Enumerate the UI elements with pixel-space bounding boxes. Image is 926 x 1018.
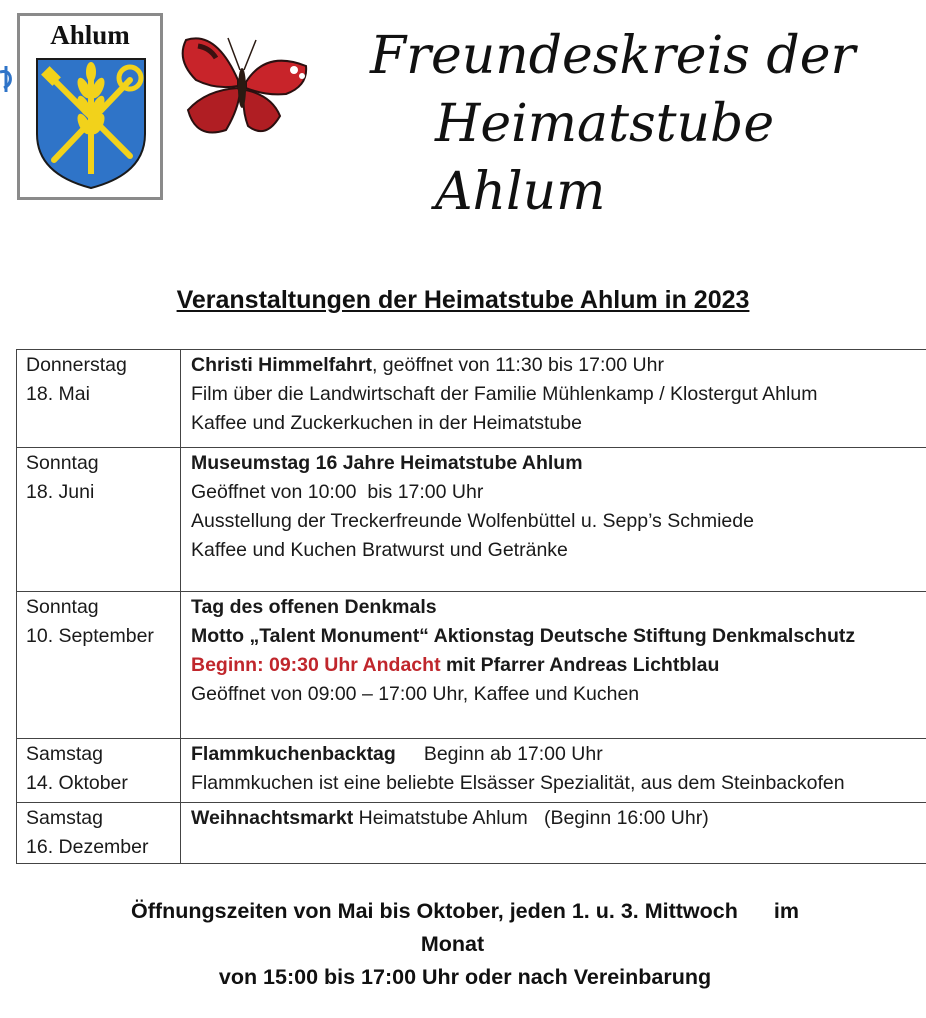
title-line-3: Ahlum: [435, 162, 606, 222]
crest-name: Ahlum: [50, 20, 130, 50]
event-description-cell: [181, 448, 926, 592]
event-text: Ausstellung der Treckerfreunde Wolfenbüttel u. Sepp’s Schmiede: [191, 510, 754, 532]
event-day: Donnerstag: [26, 354, 127, 376]
event-description-cell: [181, 592, 926, 739]
title-line-2: Heimatstube: [435, 94, 775, 154]
event-day: Sonntag: [26, 452, 99, 474]
coat-of-arms-logo: [17, 13, 163, 200]
page-title: [340, 22, 900, 226]
title-line-1: Freundeskreis der: [370, 26, 856, 86]
event-description-cell: [181, 350, 926, 448]
event-date-cell: [17, 448, 181, 592]
coat-of-arms-icon: [34, 56, 148, 191]
event-text: mit Pfarrer Andreas Lichtblau: [440, 654, 720, 676]
event-title: Museumstag 16 Jahre Heimatstube Ahlum: [191, 452, 583, 474]
event-title: Weihnachtsmarkt: [191, 807, 354, 829]
opening-hours-line-2: Monat: [420, 932, 485, 956]
event-description-cell: [181, 803, 926, 864]
events-heading: Veranstaltungen der Heimatstube Ahlum in 2023: [176, 286, 750, 314]
event-row: [17, 350, 926, 448]
event-day: Sonntag: [26, 596, 99, 618]
event-date-cell: [17, 592, 181, 739]
event-text: Beginn ab 17:00 Uhr: [423, 743, 603, 765]
event-title: Tag des offenen Denkmals: [191, 596, 437, 618]
event-row: [17, 803, 926, 864]
event-date: 18. Mai: [26, 383, 90, 405]
event-motto: Motto „Talent Monument“ Aktionstag Deutsche Stiftung Denkmalschutz: [191, 625, 856, 647]
event-text: Geöffnet von 10:00 bis 17:00 Uhr: [191, 481, 484, 503]
event-text: Kaffee und Kuchen Bratwurst und Getränke: [191, 539, 568, 561]
event-description-cell: [181, 739, 926, 803]
opening-hours: [60, 895, 870, 994]
event-row: [17, 739, 926, 803]
event-day: Samstag: [26, 743, 103, 765]
anchor-fragment-icon: [0, 58, 14, 98]
event-day: Samstag: [26, 807, 103, 829]
opening-hours-line-1: Öffnungszeiten von Mai bis Oktober, jeden 1. u. 3. Mittwoch: [131, 899, 738, 923]
event-title: Christi Himmelfahrt: [191, 354, 372, 376]
event-title: Flammkuchenbacktag: [191, 743, 396, 765]
opening-hours-line-1-end: im: [773, 899, 799, 923]
opening-hours-line-3: von 15:00 bis 17:00 Uhr oder nach Vereinbarung: [218, 965, 712, 989]
event-date: 14. Oktober: [26, 772, 128, 794]
event-text: Geöffnet von 09:00 – 17:00 Uhr, Kaffee und Kuchen: [191, 683, 640, 705]
event-date: 16. Dezember: [26, 836, 149, 858]
event-text: Film über die Landwirtschaft der Familie Mühlenkamp / Klostergut Ahlum: [191, 383, 818, 405]
butterfly-icon: [176, 30, 312, 146]
event-date-cell: [17, 350, 181, 448]
event-date-cell: [17, 739, 181, 803]
events-table: [16, 349, 926, 864]
event-text: Heimatstube Ahlum (Beginn 16:00 Uhr): [353, 807, 709, 829]
event-start-time: Beginn: 09:30 Uhr Andacht: [191, 654, 441, 676]
event-date: 10. September: [26, 625, 154, 647]
event-date-cell: [17, 803, 181, 864]
event-date: 18. Juni: [26, 481, 95, 503]
event-row: [17, 592, 926, 739]
event-text: Flammkuchen ist eine beliebte Elsässer Spezialität, aus dem Steinbackofen: [191, 772, 845, 794]
event-row: [17, 448, 926, 592]
event-text: , geöffnet von 11:30 bis 17:00 Uhr: [371, 354, 664, 376]
event-text: Kaffee und Zuckerkuchen in der Heimatstube: [191, 412, 582, 434]
